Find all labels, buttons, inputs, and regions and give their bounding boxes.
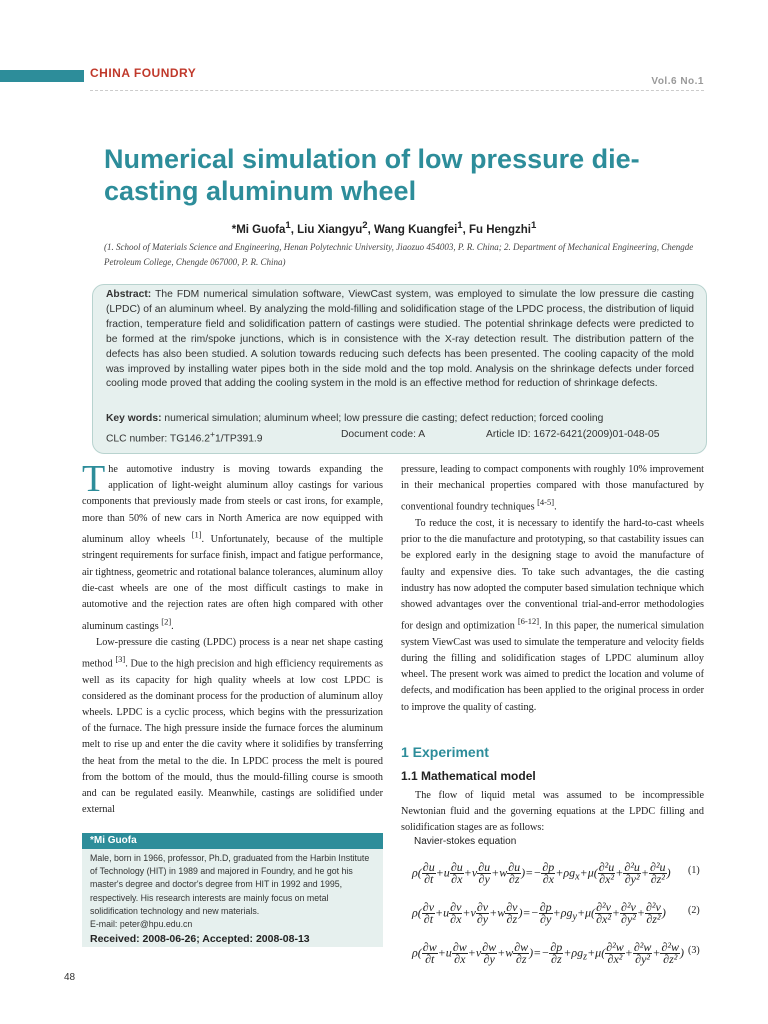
abstract (106, 288, 694, 392)
header-color-bar (0, 70, 84, 82)
equation-number-1: (1) (688, 865, 700, 876)
equation-1: ρ( $\frac{\partial u}{\partial t}$ +u $\frac{\partial u}{\partial x}$ +v $\frac{\partial u}{\partial y}$ +w $\frac{\partial u}{\partial z}$ )=− $\frac{\partial p}{\partial x}$ $+\rho g_x+\mu$( $\frac{\text{∂²u}}{\text{∂x²}}$ + $\frac{\text{∂²u}}{\text{∂y²}}$ + $\frac{\text{∂²u}}{\text{∂z²}}$ ) (412, 860, 671, 886)
paper-title: Numerical simulation of low pressure die-casting aluminum wheel (104, 144, 640, 206)
equation-2: ρ( $\frac{\partial v}{\partial t}$ +u $\frac{\partial v}{\partial x}$ +v $\frac{\partial v}{\partial y}$ +w $\frac{\partial v}{\partial z}$ )=− $\frac{\partial p}{\partial y}$ $+\rho g_y+\mu$( $\frac{\text{∂²v}}{\text{∂x²}}$ + $\frac{\text{∂²v}}{\text{∂y²}}$ + $\frac{\text{∂²v}}{\text{∂z²}}$ ) (412, 900, 666, 926)
abstract-text: The FDM numerical simulation software, ViewCast system, was employed to simulate the low pressure die casting (LPDC) of an aluminum wheel. By analyzing the mold-filling and solidification stage of the LPDC process, the distribution of liquid fraction, temperature field and solidification pattern of castings were studied. The potential shrinkage defects were predicted to be formed at the rim/spoke junctions, which is in consistence with the X-ray detection result. The distribution pattern of the defects has also been studied. A solution towards reducing such defects has been presented. The cooling capacity of the mold was improved by installing water pipes both in the side mold and the top mold. Analysis on the shrinkage defects under forced cooling mode proved that adding the cooling system in the mold is an effective method for reduction of shrinkage defects. (106, 289, 694, 390)
abstract-label: Abstract: (106, 289, 152, 300)
equation-3: ρ( $\frac{\partial w}{\partial t}$ +u $\frac{\partial w}{\partial x}$ +v $\frac{\partial w}{\partial y}$ +w $\frac{\partial w}{\partial z}$ )=− $\frac{\partial p}{\partial z}$ $+\rho g_z+\mu$( $\frac{\text{∂²w}}{\text{∂x²}}$ + $\frac{\text{∂²w}}{\text{∂y²}}$ + $\frac{\text{∂²w}}{\text{∂z²}}$ ) (412, 940, 685, 966)
author-bio-header (82, 833, 383, 849)
affiliations: (1. School of Materials Science and Engineering, Henan Polytechnic University, Jiaozuo 454003, P. R. China; 2. Department of Mechanical Engineering, Chengde Petroleum College, Chengde 067000, P. R. China) (104, 242, 694, 267)
document-code: Document code: A (341, 429, 426, 440)
drop-cap: T (82, 458, 106, 500)
page-number: 48 (64, 972, 76, 983)
volume-number: Vol.6 No.1 (651, 76, 704, 87)
author-list: *Mi Guofa$^1$, Liu Xiangyu$^2$, Wang Kuangfei$^1$, Fu Hengzhi$^1$ (231, 220, 537, 236)
left-column (82, 458, 384, 818)
navier-stokes-label: Navier-stokes equation (414, 836, 517, 847)
keywords-text: numerical simulation; aluminum wheel; low pressure die casting; defect reduction; forced cooling (164, 413, 604, 424)
subsection-heading-model: 1.1 Mathematical model (401, 769, 536, 783)
author-email: E-mail: peter@hpu.edu.cn (90, 919, 193, 930)
intro-paragraph-2: Low-pressure die casting (LPDC) process is a near net shape casting method [3]. Due to the high precision and high efficiency requirements as well as its capacity for high quality wheels at low cost LPDC is considered as the dominant process for the production of aluminum alloy wheels. LPDC is a cyclic process, which begins with the pressurization of the furnace. The high pressure inside the furnace forces the aluminum melt to rise up and enter the die cavity where it solidifies by transferring the heat from the metal to the die. In LPDC process the melt is poured from the bottom of the mould, thus the mould-filling course is smooth and can be regulated easily. Meanwhile, castings are solidified under external (82, 636, 384, 816)
right-paragraph-1: pressure, leading to compact components with roughly 10% improvement in their mechanical properties compared with those manufactured by conventional foundry techniques [4-5]. (401, 464, 704, 513)
intro-paragraph-1-text: he automotive industry is moving towards expanding the application of light-weight aluminum alloy castings for various components that previously made from steels or cast irons, for example, more than 50% of new cars in North America are now equipped with aluminum alloy wheels [1]. Unfortunately, because of the multiple stringent requirements for surface finish, impact and fatigue performance, air tightness, geometric and rotational balance tolerances, aluminum alloy die-cast wheels are one of the most difficult castings to make in automotive and the rejection rates are often high compared with other aluminum castings [2]. (82, 464, 383, 632)
keywords (106, 413, 700, 424)
model-paragraph: The flow of liquid metal was assumed to be incompressible Newtonian fluid and the governing equations at the LPDC filling and solidification stages are as follows: (401, 790, 704, 834)
intro-paragraph-1 (82, 458, 383, 635)
journal-name: CHINA FOUNDRY (90, 66, 197, 80)
header-rule (90, 90, 704, 91)
author-bio-text: Male, born in 1966, professor, Ph.D, graduated from the Harbin Institute of Technology (HIT) in 1989 and majored in Foundry, and he got his master's degree and doctor's degree from HIT in 1992 and 1995, respectively. His research interests are mainly focus on metal solidification technology and new materials. E-mail: peter@hpu.edu.cn (90, 853, 370, 930)
received-dates: Received: 2008-06-26; Accepted: 2008-08-13 (90, 933, 310, 945)
equation-number-2: (2) (688, 905, 700, 916)
equation-number-3: (3) (688, 945, 700, 956)
section-heading-experiment: 1 Experiment (401, 744, 489, 760)
right-column-top (401, 462, 704, 716)
author-bio-name: *Mi Guofa (90, 835, 137, 846)
keywords-label: Key words: (106, 413, 162, 424)
right-paragraph-2: To reduce the cost, it is necessary to identify the hard-to-cast wheels prior to the die manufacture and prototyping, so that castability issues can be explored early in the designing stage to avoid the manufacture of faulty and expensive dies. To take such advantages, the die casting industry has now adopted the computer based simulation technique which showed advantages over the conventional trial-and-error methodologies for design and optimization [6-12]. In this paper, the numerical simulation system ViewCast was used to simulate the temperature and velocity fields during the filling and solidification stages of LPDC aluminum alloy wheel. The present work was aimed to predict the location and volume of defects, and modification has been applied to the original process in order to improve the quality of casting. (401, 518, 704, 713)
clc-number: CLC number: TG146.2+1/TP391.9 (106, 429, 263, 445)
article-id: Article ID: 1672-6421(2009)01-048-05 (486, 429, 660, 440)
